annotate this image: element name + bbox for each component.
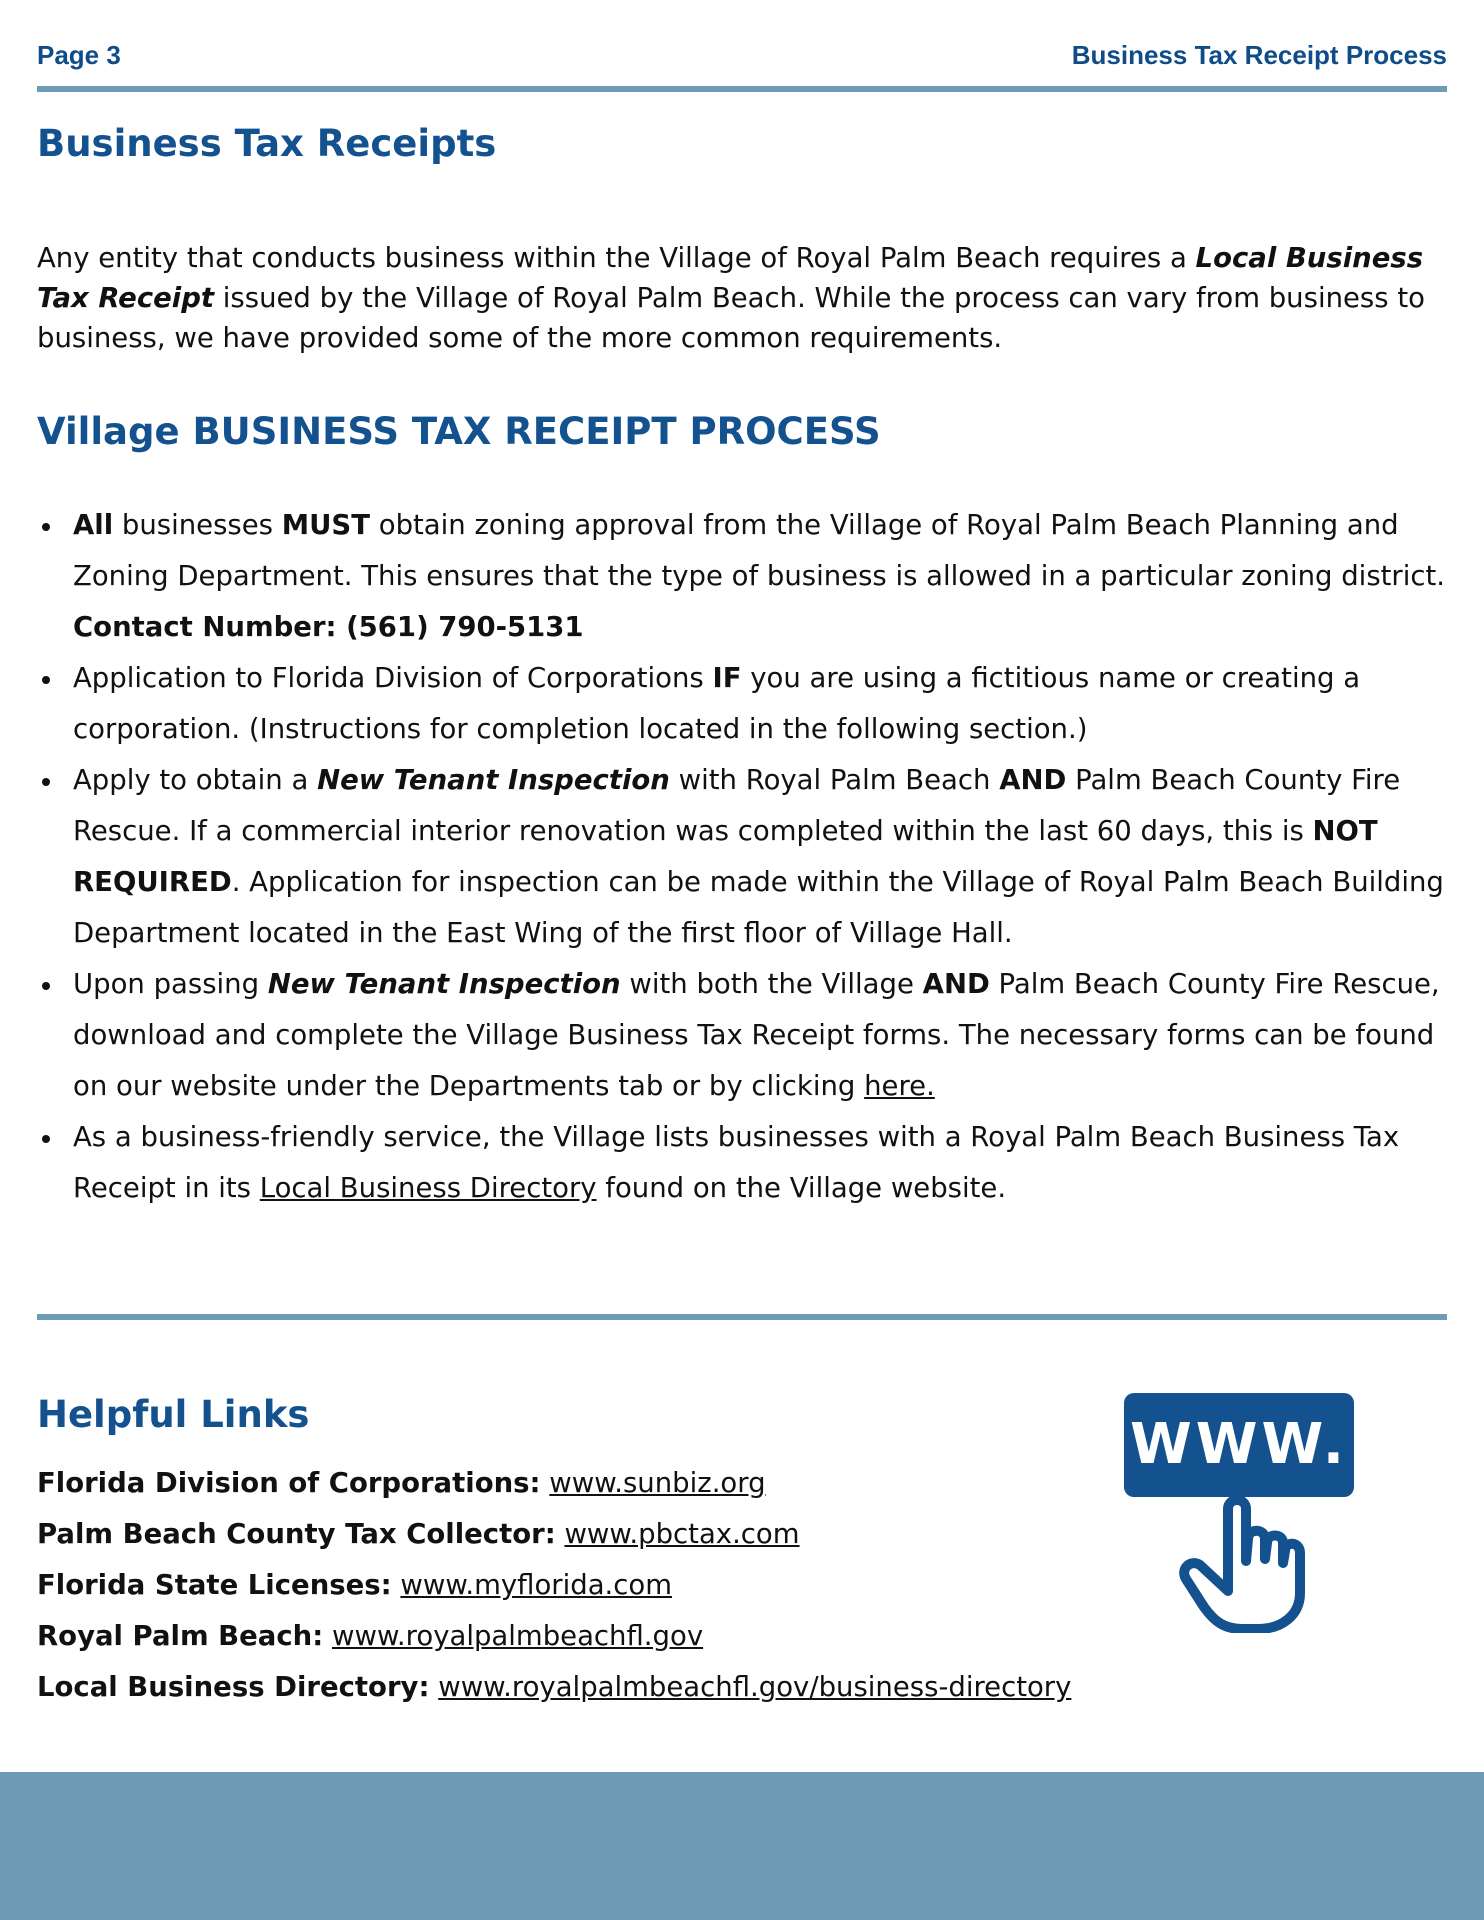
b2-text-2: you are using a fictitious name or creating a corporation. (Instructions for completion located in the following section.)	[73, 662, 1361, 745]
list-item	[37, 959, 1477, 1112]
document-title: Business Tax Receipt Process	[1071, 40, 1447, 70]
contact-number: Contact Number: (561) 790-5131	[73, 611, 584, 643]
pbctax-link[interactable]: www.pbctax.com	[564, 1518, 800, 1550]
intro-text-2: issued by the Village of Royal Palm Beach. While the process can vary from business to business, we have provided some of the more common requirements.	[37, 282, 1425, 354]
b5-text-1: As a business-friendly service, the Village lists businesses with a Royal Palm Beach Business Tax Receipt in its	[73, 1121, 1400, 1204]
myflorida-link[interactable]: www.myflorida.com	[400, 1569, 673, 1601]
link-row	[37, 1611, 1137, 1662]
pointer-hand-icon	[1184, 1500, 1300, 1629]
bold-not-required: NOT REQUIRED	[73, 815, 1378, 898]
link-label: Palm Beach County Tax Collector:	[37, 1518, 556, 1550]
link-row	[37, 1662, 1137, 1713]
b4-bold-and: AND	[922, 968, 990, 1000]
link-label: Local Business Directory:	[37, 1671, 430, 1703]
section-divider	[37, 1314, 1447, 1320]
link-label: Florida Division of Corporations:	[37, 1467, 541, 1499]
b3-bold-and: AND	[999, 764, 1067, 796]
bold-if: IF	[712, 662, 742, 694]
intro-paragraph	[37, 238, 1457, 358]
footer-band	[0, 1772, 1484, 1920]
b3-text-3: Palm Beach County Fire Rescue. If a commercial interior renovation was completed within the last 60 days, this is	[73, 764, 1401, 847]
process-list	[37, 500, 1477, 1214]
link-label: Royal Palm Beach:	[37, 1620, 324, 1652]
helpful-links-list	[37, 1458, 1137, 1713]
b3-text-4: . Application for inspection can be made within the Village of Royal Palm Beach Building Department located in the East Wing of the first floor of Village Hall.	[73, 866, 1444, 949]
b2-text-1: Application to Florida Division of Corporations	[73, 662, 713, 694]
link-row	[37, 1560, 1137, 1611]
header-divider	[37, 86, 1447, 92]
www-click-icon	[1124, 1393, 1354, 1633]
forms-link[interactable]: here.	[864, 1070, 935, 1102]
b1-text-1: businesses	[113, 509, 282, 541]
b4-text-3: Palm Beach County Fire Rescue, download and complete the Village Business Tax Receipt forms. The necessary forms can be found on our website under the Departments tab or by clicking	[73, 968, 1440, 1102]
section-title-receipts: Business Tax Receipts	[37, 122, 497, 165]
section-title-links: Helpful Links	[37, 1393, 310, 1436]
directory-link[interactable]: Local Business Directory	[259, 1172, 597, 1204]
business-directory-link[interactable]: www.royalpalmbeachfl.gov/business-directory	[438, 1671, 1072, 1703]
intro-text-1: Any entity that conducts business within the Village of Royal Palm Beach requires a	[37, 242, 1196, 274]
list-item	[37, 1112, 1477, 1214]
www-label: WWW.	[1129, 1412, 1349, 1477]
sunbiz-link[interactable]: www.sunbiz.org	[549, 1467, 766, 1499]
bold-must: MUST	[281, 509, 370, 541]
section-title-process: Village BUSINESS TAX RECEIPT PROCESS	[37, 410, 881, 453]
b4-text-1: Upon passing	[73, 968, 268, 1000]
page-header	[37, 40, 1447, 76]
link-label: Florida State Licenses:	[37, 1569, 392, 1601]
b3-emphasis: New Tenant Inspection	[317, 764, 670, 796]
b3-text-1: Apply to obtain a	[73, 764, 318, 796]
b1-text-2: obtain zoning approval from the Village of Royal Palm Beach Planning and Zoning Department. This ensures that the type of business is allowed in a particular zoning district.	[73, 509, 1446, 592]
royalpalmbeach-link[interactable]: www.royalpalmbeachfl.gov	[331, 1620, 704, 1652]
list-item	[37, 755, 1477, 959]
b5-text-2: found on the Village website.	[596, 1172, 1007, 1204]
page-number: Page 3	[37, 40, 121, 70]
bold-all: All	[73, 509, 114, 541]
list-item	[37, 500, 1477, 653]
b4-emphasis: New Tenant Inspection	[267, 968, 621, 1000]
list-item	[37, 653, 1477, 755]
link-row	[37, 1509, 1137, 1560]
intro-emphasis: Local Business Tax Receipt	[37, 242, 1424, 314]
b3-text-2: with Royal Palm Beach	[669, 764, 1000, 796]
link-row	[37, 1458, 1137, 1509]
b4-text-2: with both the Village	[620, 968, 923, 1000]
